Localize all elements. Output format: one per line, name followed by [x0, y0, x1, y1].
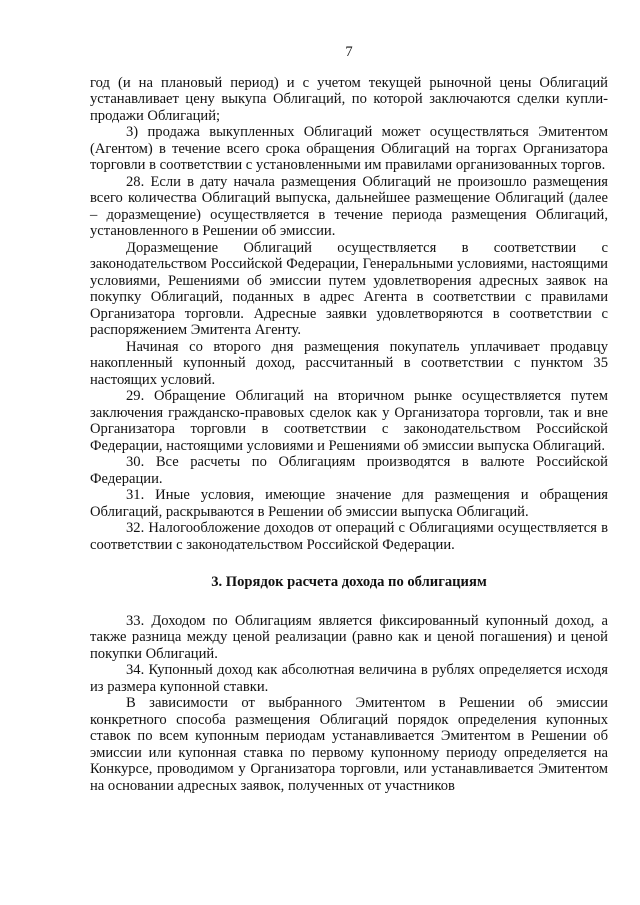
paragraph-33: 33. Доходом по Облигациям является фиксированный купонный доход, а также разница между ценой реализации (равно как и ценой погашения) и ценой покупки Облигаций.: [90, 612, 608, 662]
paragraph-34: 34. Купонный доход как абсолютная величина в рублях определяется исходя из размера купонной ставки.: [90, 662, 608, 695]
paragraph-accrued-coupon: Начиная со второго дня размещения покупатель уплачивает продавцу накопленный купонный доход, рассчитанный в соответствии с пунктом 35 настоящих условий.: [90, 338, 608, 388]
paragraph-continuation: год (и на плановый период) и с учетом текущей рыночной цены Облигаций устанавливает цену выкупа Облигаций, по которой заключаются сделки купли-продажи Облигаций;: [90, 74, 608, 124]
paragraph-coupon-rate-method: В зависимости от выбранного Эмитентом в Решении об эмиссии конкретного способа размещения Облигаций порядок определения купонных ставок по всем купонным периодам устанавливается Эмитентом в Решении об эмиссии или купонная ставка по первому купонному периоду определяется на Конкурсе, проводимом у Организатора торговли, или устанавливается Эмитентом на основании адресных заявок, полученных от участников: [90, 695, 608, 794]
page-number: 7: [345, 44, 353, 60]
paragraph-28: 28. Если в дату начала размещения Облигаций не произошло размещения всего количества Облигаций выпуска, дальнейшее размещение Облигаций (далее – доразмещение) осуществляется в течение периода размещения Облигаций, установленного в Решении об эмиссии.: [90, 173, 608, 239]
document-page: [90, 44, 608, 794]
paragraph-additional-placement: Доразмещение Облигаций осуществляется в соответствии с законодательством Российской Федерации, Генеральными условиями, настоящими условиями, Решениями об эмиссии путем удовлетворения адресных заявок на покупку Облигаций, поданных в адрес Агента в соответствии с правилами Организатора торговли. Адресные заявки удовлетворяются в соответствии с распоряжением Эмитента Агенту.: [90, 239, 608, 338]
section-heading: 3. Порядок расчета дохода по облигациям: [211, 574, 487, 590]
paragraph-item-3: 3) продажа выкупленных Облигаций может осуществляться Эмитентом (Агентом) в течение всего срока обращения Облигаций на торгах Организатора торговли в соответствии с установленными им правилами организованных торгов.: [90, 124, 608, 173]
paragraph-30: 30. Все расчеты по Облигациям производятся в валюте Российской Федерации.: [90, 454, 608, 487]
paragraph-29: 29. Обращение Облигаций на вторичном рынке осуществляется путем заключения гражданско-правовых сделок как у Организатора торговли, так и вне Организатора торговли в соответствии с законодательством Российской Федерации, настоящими условиями и Решениями об эмиссии выпуска Облигаций.: [90, 388, 608, 454]
paragraph-32: 32. Налогообложение доходов от операций с Облигациями осуществляется в соответствии с законодательством Российской Федерации.: [90, 520, 608, 553]
paragraph-31: 31. Иные условия, имеющие значение для размещения и обращения Облигаций, раскрываются в Решении об эмиссии выпуска Облигаций.: [90, 487, 608, 520]
